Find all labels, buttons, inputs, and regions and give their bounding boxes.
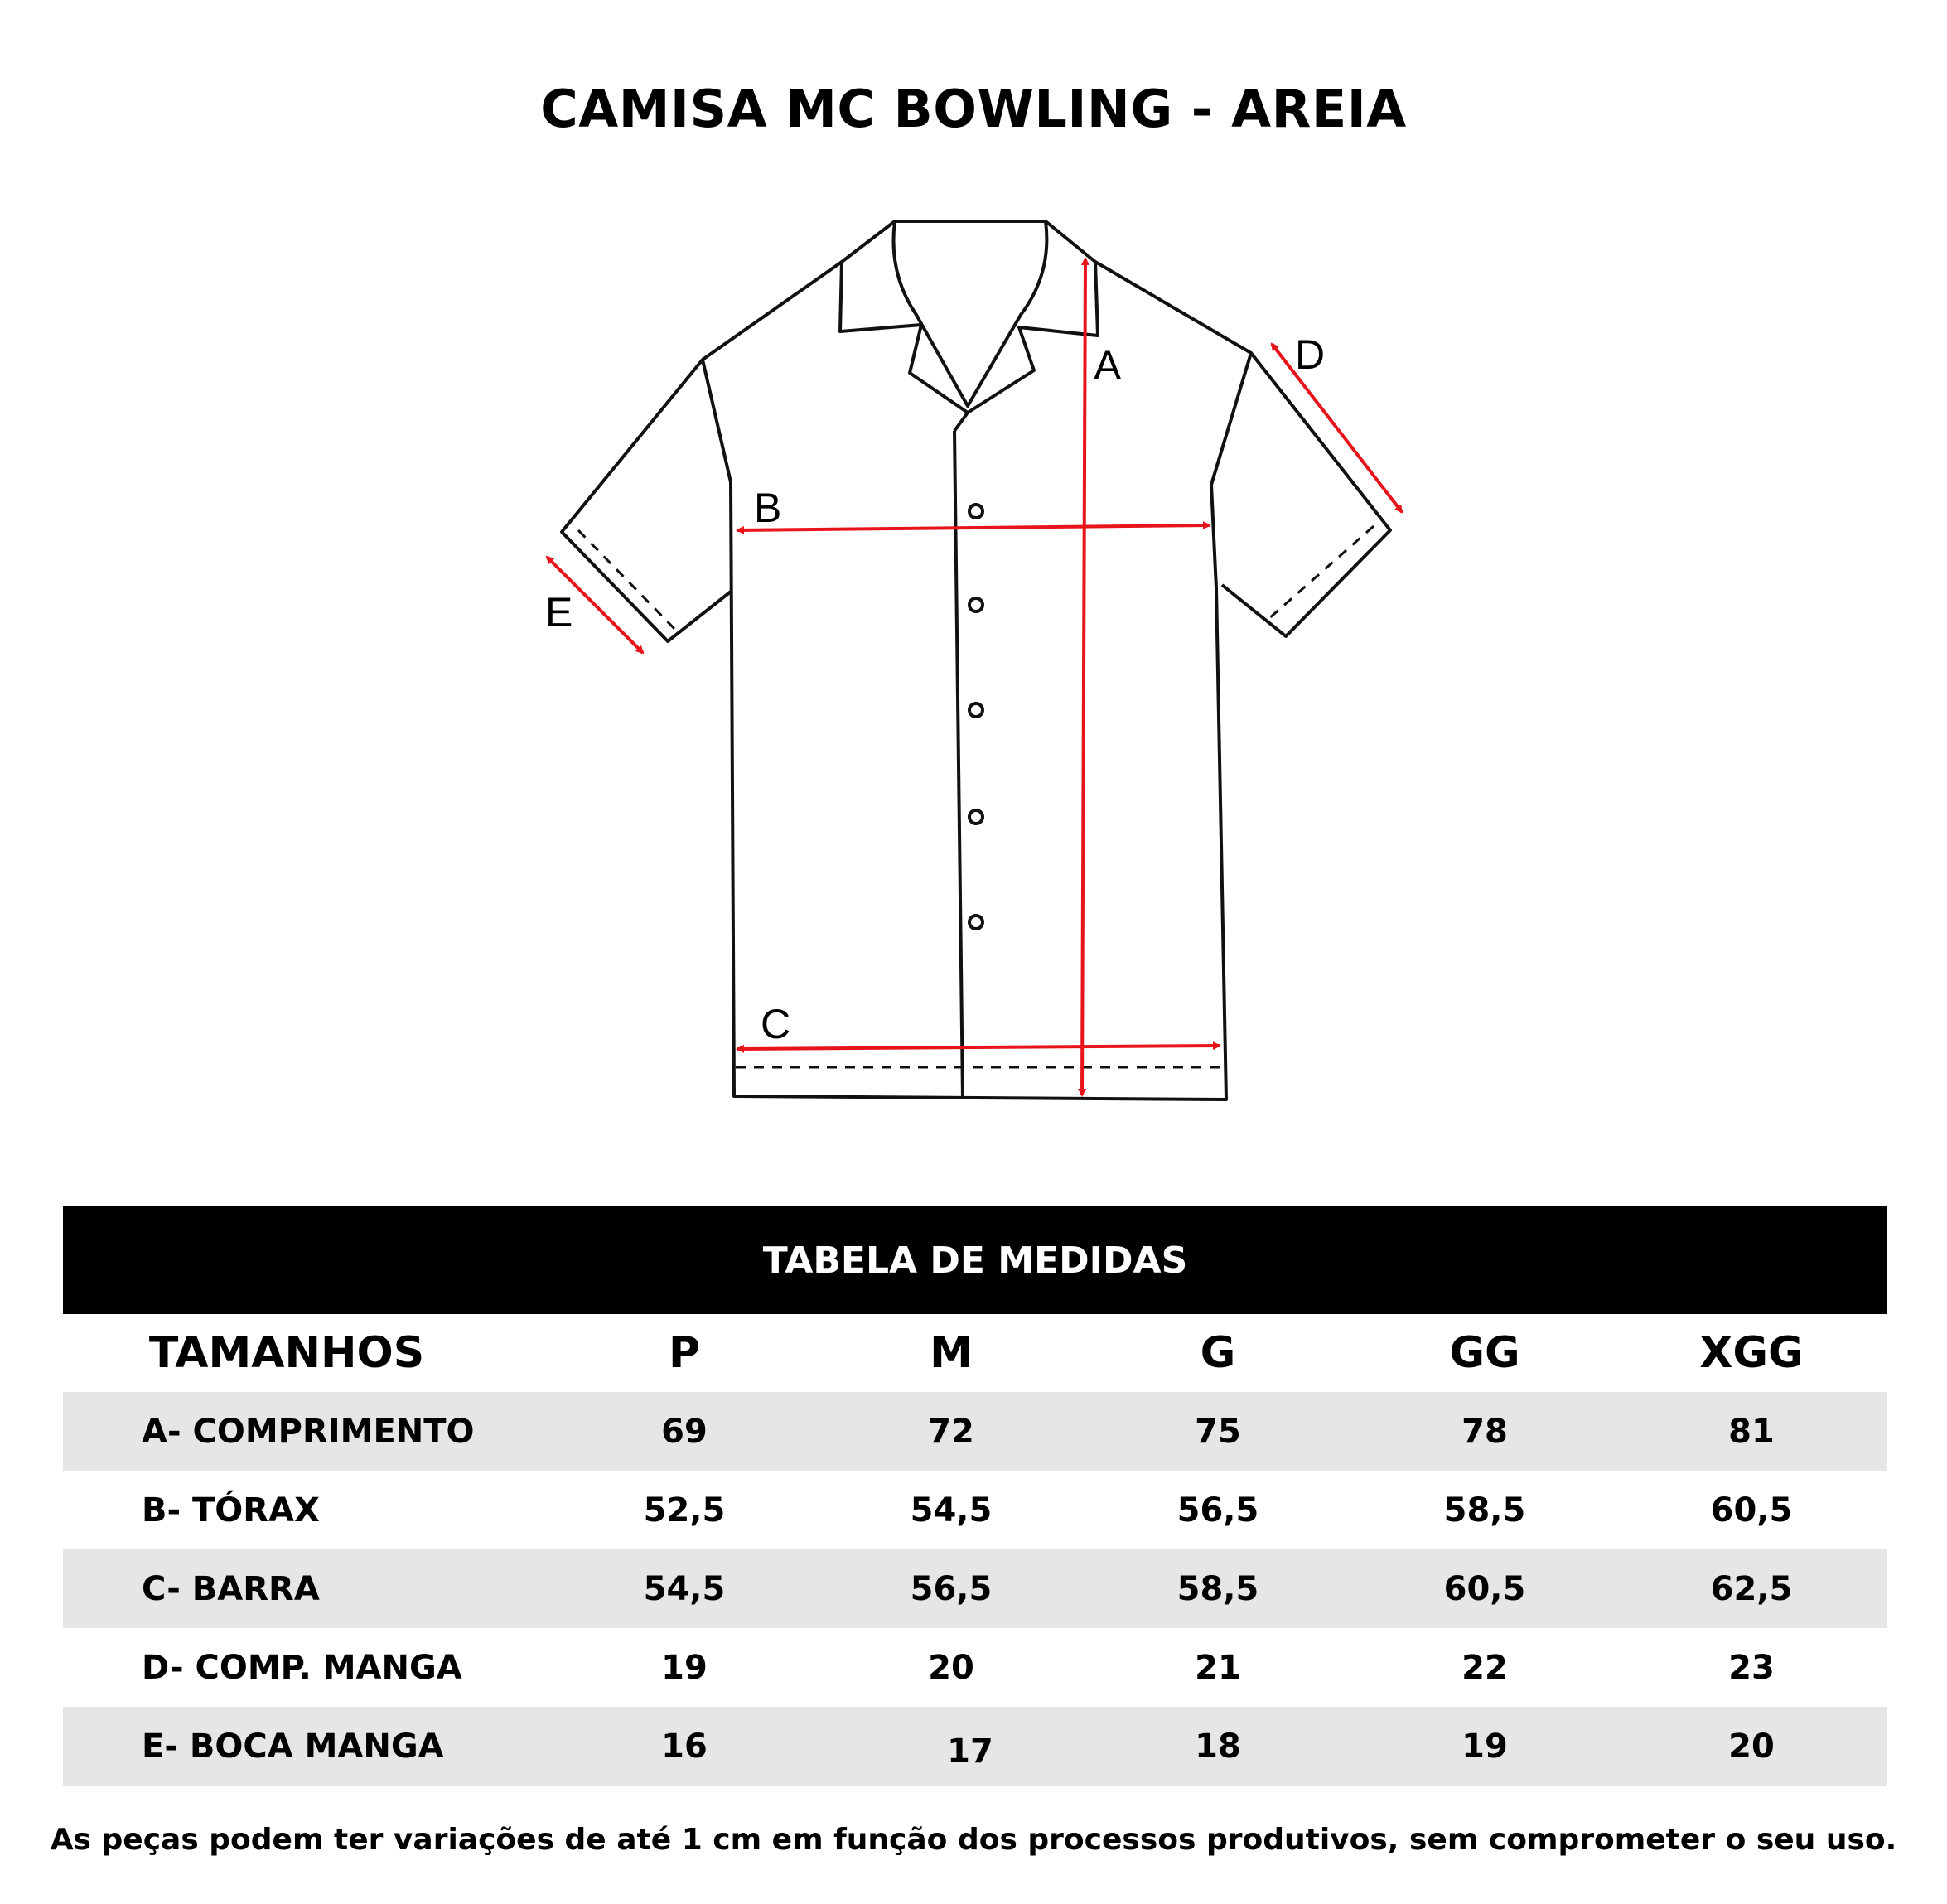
cell: 18 [1195, 1727, 1241, 1766]
cell: 60,5 [1443, 1569, 1526, 1608]
cell: 22 [1461, 1648, 1508, 1687]
size-header-row [63, 1314, 1887, 1392]
label-e: E [545, 589, 573, 635]
cell: 81 [1728, 1412, 1775, 1451]
cell: 56,5 [910, 1569, 993, 1608]
footnote: As peças podem ter variações de até 1 cm em função dos processos produtivos, sem comprometer o seu uso. [50, 1823, 1897, 1857]
cell: 21 [1195, 1648, 1241, 1687]
cell: 19 [661, 1648, 708, 1687]
size-m: M [930, 1328, 973, 1378]
row-label: A- COMPRIMENTO [142, 1412, 475, 1451]
size-xgg: XGG [1699, 1328, 1804, 1378]
cell: 60,5 [1710, 1491, 1793, 1529]
cell: 58,5 [1176, 1569, 1259, 1608]
size-g: G [1200, 1328, 1236, 1378]
page-title: CAMISA MC BOWLING - AREIA [540, 79, 1407, 139]
cell: 54,5 [643, 1569, 726, 1608]
cell: 54,5 [910, 1491, 993, 1529]
row-label: E- BOCA MANGA [142, 1727, 444, 1766]
table-header: TABELA DE MEDIDAS [63, 1206, 1887, 1314]
cell: 17 [947, 1732, 993, 1771]
row-label: C- BARRA [142, 1569, 320, 1608]
shirt-outline [562, 221, 1390, 1099]
cell: 56,5 [1176, 1491, 1259, 1529]
cell: 16 [661, 1727, 708, 1766]
cell: 20 [1728, 1727, 1775, 1766]
row-label: D- COMP. MANGA [142, 1648, 462, 1687]
size-p: P [668, 1328, 701, 1378]
cell: 58,5 [1443, 1491, 1526, 1529]
cell: 75 [1195, 1412, 1241, 1451]
arrow-b [737, 525, 1210, 530]
label-a: A [1094, 342, 1122, 389]
size-gg: GG [1449, 1328, 1520, 1378]
label-c: C [761, 1001, 791, 1047]
cell: 52,5 [643, 1491, 726, 1529]
label-d: D [1295, 331, 1326, 378]
arrow-a [1082, 259, 1085, 1095]
table-row [63, 1707, 1887, 1786]
shirt-dashes [578, 526, 1374, 1067]
cell: 20 [928, 1648, 974, 1687]
cell: 69 [661, 1412, 708, 1451]
table-row [63, 1628, 1887, 1707]
cell: 19 [1461, 1727, 1508, 1766]
measure-labels [545, 331, 1325, 1047]
buttons [969, 505, 983, 929]
cell: 72 [928, 1412, 974, 1451]
label-b: B [754, 485, 782, 531]
arrow-c [737, 1046, 1220, 1049]
arrow-d [1272, 344, 1402, 512]
cell: 78 [1461, 1412, 1508, 1451]
cell: 62,5 [1710, 1569, 1793, 1608]
table-row [63, 1549, 1887, 1628]
table-row [63, 1392, 1887, 1471]
row-label: B- TÓRAX [142, 1491, 320, 1529]
table-row [63, 1471, 1887, 1549]
cell: 23 [1728, 1648, 1775, 1687]
sizes-label: TAMANHOS [148, 1328, 425, 1378]
